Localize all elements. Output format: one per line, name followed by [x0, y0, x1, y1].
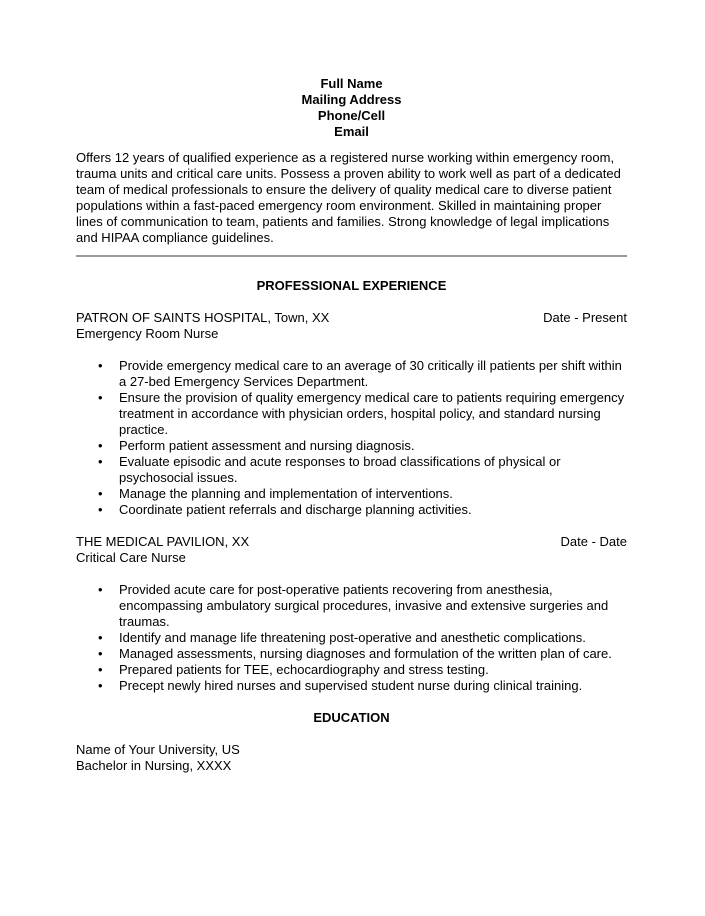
bullet-icon: •	[98, 678, 103, 693]
list-item	[76, 630, 627, 646]
job-role: Critical Care Nurse	[76, 550, 186, 565]
bullet-icon: •	[98, 582, 103, 597]
bullet-icon: •	[98, 502, 103, 517]
full-name: Full Name	[320, 76, 383, 91]
bullet-text: Manage the planning and implementation of interventions.	[119, 486, 453, 501]
summary-paragraph: Offers 12 years of qualified experience as a registered nurse working within emergency room, trauma units and critical care units. Possess a proven ability to work well as part of a dedicated team of medical professionals to ensure the delivery of quality medical care to diverse patient populations within a fast-paced emergency room environment. Skilled in maintaining proper lines of communication to team, patients and families. Strong knowledge of legal implications and HIPAA compliance guidelines.	[76, 150, 621, 245]
employer: THE MEDICAL PAVILION, XX	[76, 534, 250, 549]
list-item	[76, 662, 627, 678]
bullet-text: Provided acute care for post-operative patients recovering from anesthesia, encompassing ambulatory surgical procedures, invasive and extensive surgeries and traumas.	[119, 582, 609, 629]
bullet-text: Coordinate patient referrals and discharge planning activities.	[119, 502, 472, 517]
bullet-text: Managed assessments, nursing diagnoses and formulation of the written plan of care.	[119, 646, 612, 661]
list-item	[76, 454, 627, 486]
job-header-line	[76, 310, 627, 326]
education-entry	[76, 742, 627, 774]
list-item	[76, 646, 627, 662]
mailing-address: Mailing Address	[301, 92, 402, 107]
degree: Bachelor in Nursing, XXXX	[76, 758, 232, 773]
job-entry	[76, 310, 627, 518]
bullet-text: Provide emergency medical care to an average of 30 critically ill patients per shift within a 27-bed Emergency Services Department.	[119, 358, 622, 389]
university: Name of Your University, US	[76, 742, 240, 757]
list-item	[76, 678, 627, 694]
list-item	[76, 438, 627, 454]
bullet-icon: •	[98, 646, 103, 661]
job-dates: Date - Date	[560, 534, 627, 549]
bullet-icon: •	[98, 358, 103, 373]
resume-page	[76, 76, 627, 774]
bullet-icon: •	[98, 454, 103, 469]
list-item	[76, 358, 627, 390]
job-dates: Date - Present	[543, 310, 627, 325]
bullet-icon: •	[98, 662, 103, 677]
list-item	[76, 582, 627, 630]
bullet-text: Ensure the provision of quality emergency medical care to patients requiring emergency treatment in accordance with physician orders, hospital policy, and standard nursing practice.	[119, 390, 625, 437]
job-role: Emergency Room Nurse	[76, 326, 219, 341]
job-bullets	[76, 358, 627, 518]
divider-rule	[76, 255, 627, 257]
job-header-line	[76, 534, 627, 550]
education-heading: EDUCATION	[313, 710, 390, 725]
bullet-icon: •	[98, 486, 103, 501]
bullet-text: Evaluate episodic and acute responses to broad classifications of physical or psychosocial issues.	[119, 454, 561, 485]
bullet-text: Prepared patients for TEE, echocardiography and stress testing.	[119, 662, 489, 677]
contact-header	[76, 76, 627, 140]
phone: Phone/Cell	[317, 108, 386, 123]
list-item	[76, 502, 627, 518]
bullet-text: Precept newly hired nurses and supervised student nurse during clinical training.	[119, 678, 583, 693]
job-bullets	[76, 582, 627, 694]
email: Email	[334, 124, 369, 139]
list-item	[76, 486, 627, 502]
employer: PATRON OF SAINTS HOSPITAL, Town, XX	[76, 310, 330, 325]
bullet-icon: •	[98, 630, 103, 645]
bullet-icon: •	[98, 438, 103, 453]
experience-heading: PROFESSIONAL EXPERIENCE	[256, 278, 447, 293]
list-item	[76, 390, 627, 438]
bullet-text: Perform patient assessment and nursing diagnosis.	[119, 438, 415, 453]
bullet-text: Identify and manage life threatening post-operative and anesthetic complications.	[119, 630, 586, 645]
job-entry	[76, 534, 627, 694]
bullet-icon: •	[98, 390, 103, 405]
